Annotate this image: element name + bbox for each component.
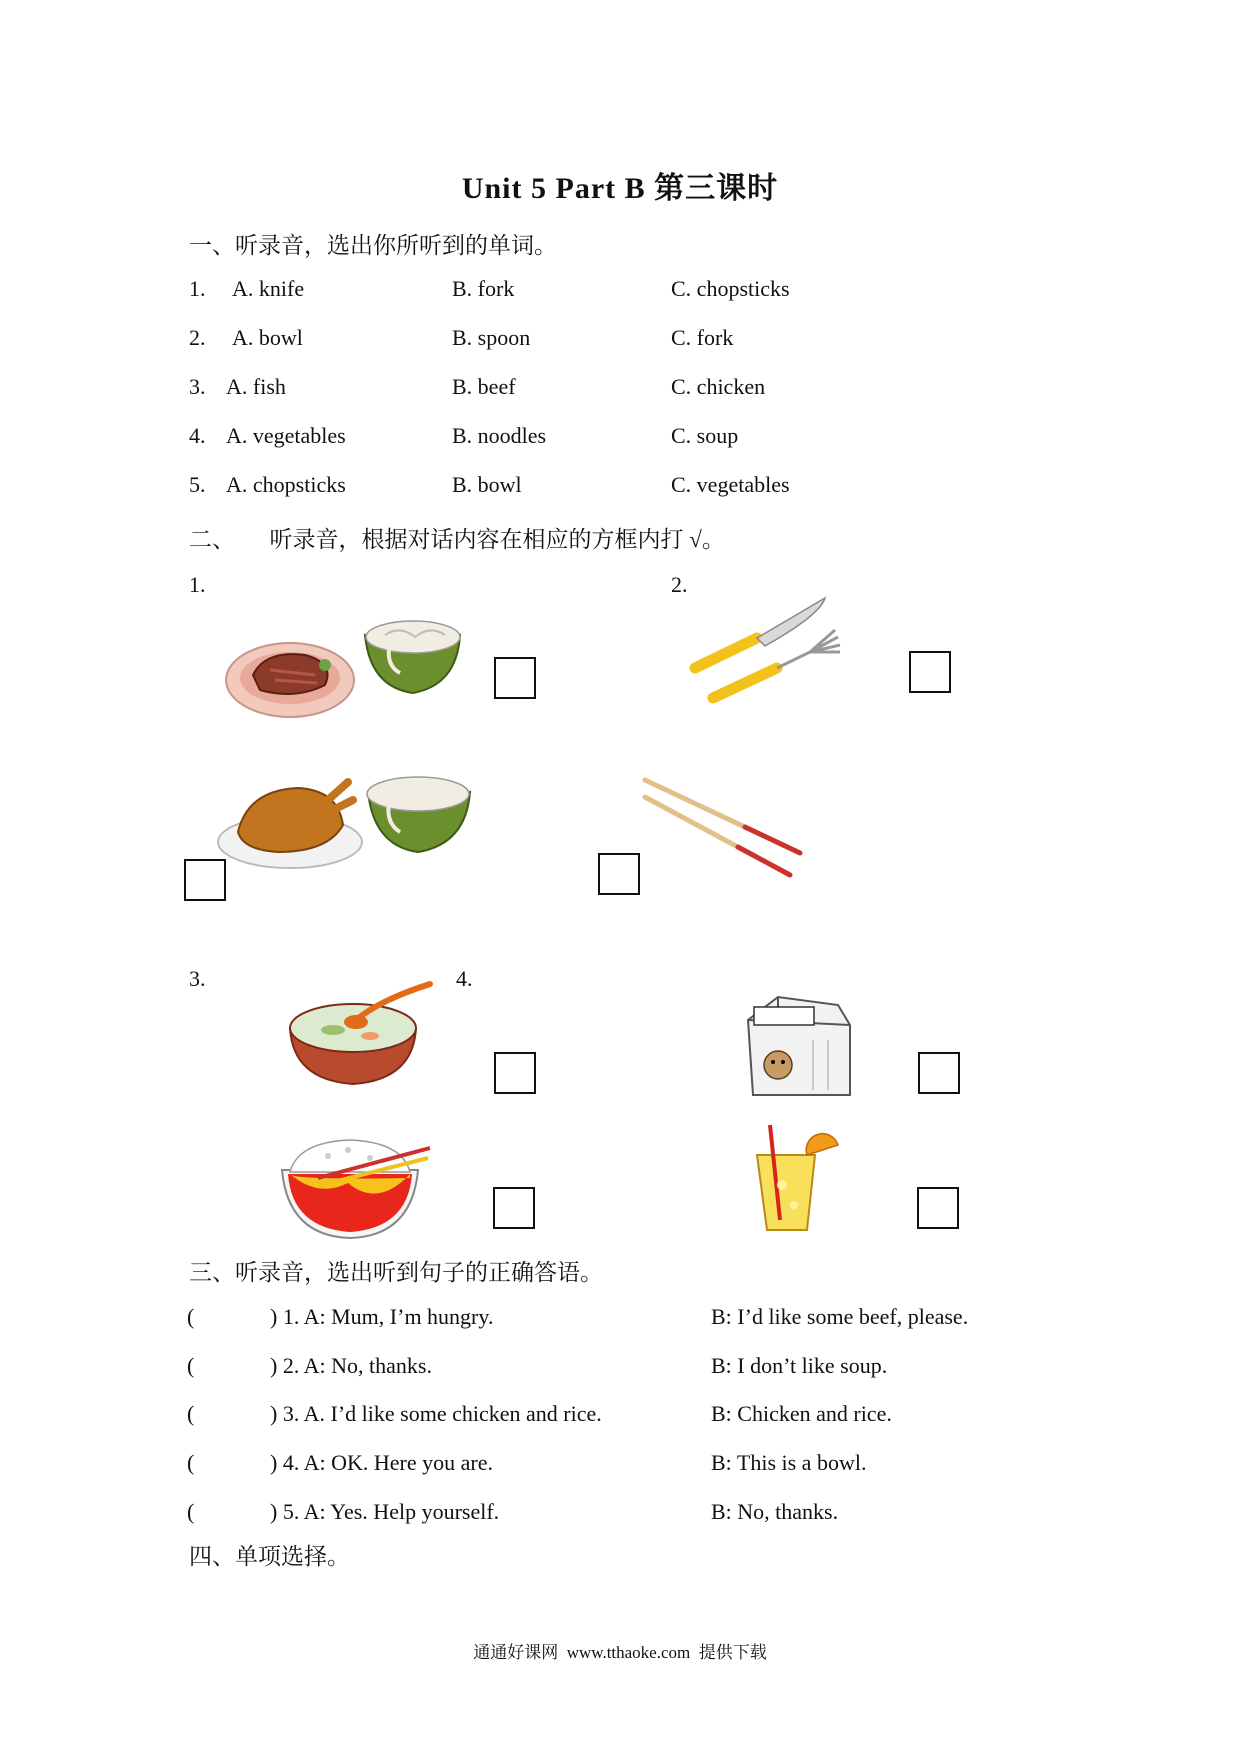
s1-q5-option-b: B. bowl xyxy=(452,472,522,497)
s1-q5-option-c: C. vegetables xyxy=(671,472,790,497)
page-footer: 通通好课网 www.tthaoke.com 提供下载 xyxy=(473,1643,767,1662)
s3-response-5: B: No, thanks. xyxy=(711,1499,839,1524)
s2-q4-num: 4. xyxy=(456,966,473,991)
s1-q2-option-b: B. spoon xyxy=(452,325,531,350)
s3-response-2: B: I don’t like soup. xyxy=(711,1353,888,1378)
s3-response-4: B: This is a bowl. xyxy=(711,1450,867,1475)
s1-q2-option-c: C. fork xyxy=(671,325,734,350)
s1-q1-option-c: C. chopsticks xyxy=(671,276,790,301)
s1-q3-option-c: C. chicken xyxy=(671,374,766,399)
s1-q4-option-b: B. noodles xyxy=(452,423,547,448)
s3-answer-paren-3[interactable]: ( xyxy=(187,1401,195,1426)
s2-q2-checkbox-1[interactable] xyxy=(909,651,951,693)
s3-question-1: ) 1. A: Mum, I’m hungry. xyxy=(270,1304,494,1329)
section4-heading: 四、单项选择。 xyxy=(189,1544,350,1569)
s1-q4-num: 4. xyxy=(189,423,206,448)
section1-heading: 一、听录音，选出你所听到的单词。 xyxy=(189,233,557,258)
s2-q1-checkbox-1[interactable] xyxy=(494,657,536,699)
s3-response-1: B: I’d like some beef, please. xyxy=(711,1304,969,1329)
s2-q4-checkbox-1[interactable] xyxy=(918,1052,960,1094)
s1-q5-num: 5. xyxy=(189,472,206,497)
s3-answer-paren-5[interactable]: ( xyxy=(187,1499,195,1524)
knife-and-fork-image xyxy=(685,590,845,705)
s2-q2-checkbox-2[interactable] xyxy=(598,853,640,895)
s2-q3-num: 3. xyxy=(189,966,206,991)
s2-q3-checkbox-1[interactable] xyxy=(494,1052,536,1094)
page-title: Unit 5 Part B 第三课时 xyxy=(461,172,779,205)
s3-question-3: ) 3. A. I’d like some chicken and rice. xyxy=(270,1401,602,1426)
s1-q3-num: 3. xyxy=(189,374,206,399)
section3-heading: 三、听录音，选出听到句子的正确答语。 xyxy=(189,1260,603,1285)
s2-q4-checkbox-2[interactable] xyxy=(917,1187,959,1229)
beef-and-noodles-image xyxy=(225,605,475,725)
juice-glass-image xyxy=(752,1125,842,1235)
s3-answer-paren-4[interactable]: ( xyxy=(187,1450,195,1475)
s1-q2-option-a: A. bowl xyxy=(232,325,303,350)
s1-q2-num: 2. xyxy=(189,325,206,350)
s1-q5-option-a: A. chopsticks xyxy=(226,472,346,497)
s3-answer-paren-2[interactable]: ( xyxy=(187,1353,195,1378)
s1-q1-option-a: A. knife xyxy=(232,276,305,301)
s1-q1-num: 1. xyxy=(189,276,206,301)
s2-q3-checkbox-2[interactable] xyxy=(493,1187,535,1229)
milk-carton-image xyxy=(738,995,858,1105)
s2-q1-checkbox-2[interactable] xyxy=(184,859,226,901)
chopsticks-image xyxy=(640,775,810,885)
s1-q4-option-c: C. soup xyxy=(671,423,739,448)
s1-q3-option-a: A. fish xyxy=(226,374,286,399)
rice-bowl-image xyxy=(278,1128,438,1243)
soup-bowl-image xyxy=(288,980,438,1090)
s1-q1-option-b: B. fork xyxy=(452,276,515,301)
s1-q4-option-a: A. vegetables xyxy=(226,423,346,448)
s1-q3-option-b: B. beef xyxy=(452,374,516,399)
s3-question-5: ) 5. A: Yes. Help yourself. xyxy=(270,1499,500,1524)
s3-question-4: ) 4. A: OK. Here you are. xyxy=(270,1450,493,1475)
s2-q1-num: 1. xyxy=(189,572,206,597)
chicken-and-noodles-image xyxy=(218,760,478,880)
s3-response-3: B: Chicken and rice. xyxy=(711,1401,892,1426)
section2-heading: 二、 听录音，根据对话内容在相应的方框内打 √。 xyxy=(189,527,725,552)
s3-answer-paren-1[interactable]: ( xyxy=(187,1304,195,1329)
s2-q2-num: 2. xyxy=(671,572,688,597)
s3-question-2: ) 2. A: No, thanks. xyxy=(270,1353,432,1378)
